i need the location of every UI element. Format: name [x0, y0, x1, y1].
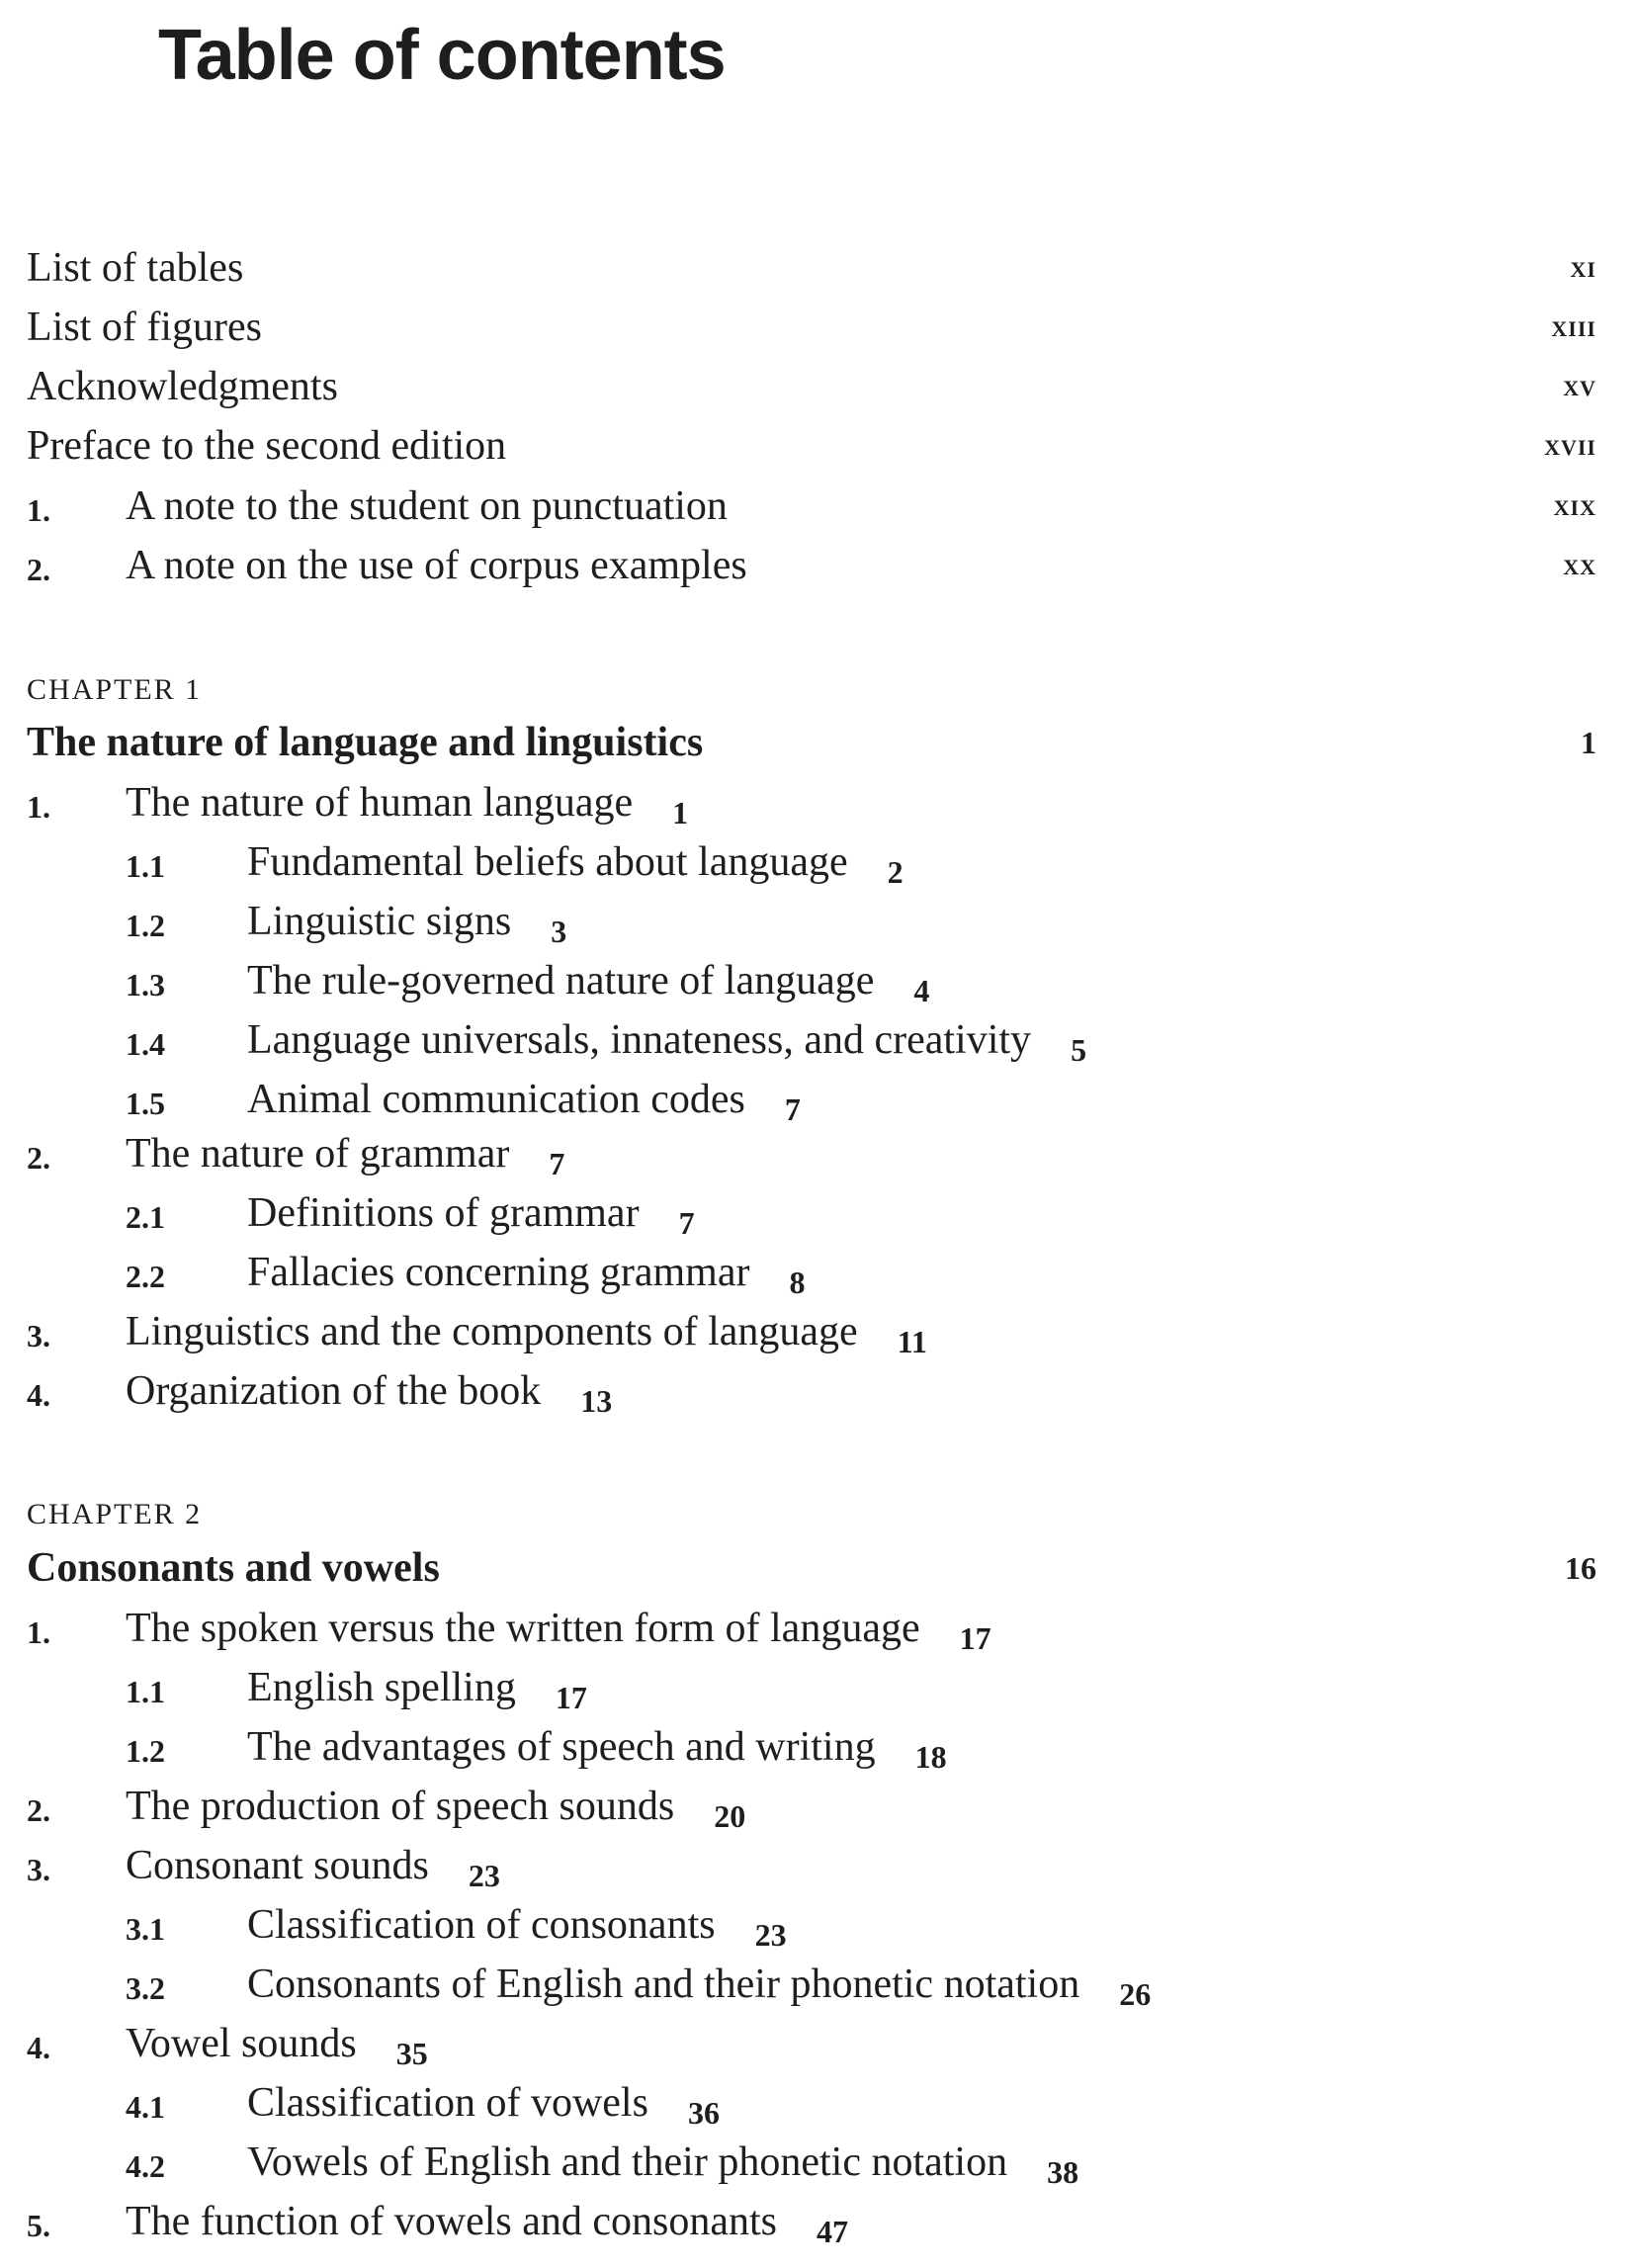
chapter-title-text: The nature of language and linguistics	[27, 720, 704, 765]
chapter-label: CHAPTER 2	[27, 1498, 203, 1530]
toc-entry-label: Animal communication codes	[247, 1077, 745, 1122]
entry-number: 1.4	[126, 1026, 165, 1062]
toc-entry-page: 38	[1047, 2154, 1079, 2190]
toc-entry-label: The rule-governed nature of language	[247, 958, 875, 1003]
toc-entry-page: 23	[468, 1858, 500, 1893]
toc-entry-label: Definitions of grammar	[247, 1190, 640, 1236]
toc-entry-page: 47	[817, 2214, 849, 2249]
toc-entry-label: A note on the use of corpus examples	[126, 543, 747, 588]
toc-entry-page: 7	[549, 1146, 565, 1181]
entry-number: 1.5	[126, 1086, 165, 1121]
toc-entry-label: Consonants of English and their phonetic notation	[247, 1962, 1080, 2007]
toc-entry-page: xv	[1563, 367, 1596, 402]
toc-entry-label: Organization of the book	[126, 1368, 542, 1414]
toc-entry-page: 20	[714, 1798, 746, 1834]
toc-entry-page: 3	[551, 914, 567, 949]
toc-entry-page: 5	[1071, 1032, 1087, 1068]
entry-number: 1.2	[126, 1733, 165, 1769]
toc-entry-page: xvii	[1544, 426, 1596, 462]
toc-entry-label: Linguistics and the components of language	[126, 1309, 858, 1354]
chapter-title[interactable]	[27, 1544, 1596, 1592]
page-title: Table of contents	[158, 16, 726, 95]
toc-entry-label: The production of speech sounds	[126, 1784, 675, 1829]
entry-number: 2.	[27, 1792, 50, 1828]
entry-number: 3.	[27, 1852, 50, 1887]
entry-number: 1.3	[126, 967, 165, 1003]
entry-number: 2.1	[126, 1199, 165, 1235]
chapter-title[interactable]	[27, 719, 1596, 766]
toc-entry-label: Classification of vowels	[247, 2080, 648, 2126]
toc-entry-label: The advantages of speech and writing	[247, 1724, 876, 1770]
toc-entry-page: 1	[672, 795, 689, 830]
toc-entry-page: 4	[913, 973, 930, 1008]
toc-entry-page: xi	[1570, 248, 1596, 284]
toc-entry-page: 7	[784, 1091, 801, 1127]
chapter-page: 1	[1581, 725, 1596, 760]
entry-number: 3.	[27, 1318, 50, 1353]
toc-entry-page: 17	[555, 1680, 587, 1715]
toc-entry-page: 17	[959, 1620, 991, 1656]
entry-number: 1.1	[126, 848, 165, 884]
chapter-label: CHAPTER 1	[27, 673, 203, 706]
entry-number: 2.2	[126, 1259, 165, 1294]
toc-entry-label: Language universals, innateness, and creativity	[247, 1017, 1032, 1063]
entry-number: 2.	[27, 1140, 50, 1176]
toc-entry-page: 23	[754, 1917, 787, 1953]
entry-number: 4.1	[126, 2089, 165, 2125]
toc-entry-label: Fallacies concerning grammar	[247, 1250, 750, 1295]
toc-entry-label: The function of vowels and consonants	[126, 2199, 778, 2244]
toc-entry-page: 26	[1119, 1976, 1152, 2012]
toc-entry-label: Vowels of English and their phonetic notation	[247, 2139, 1008, 2185]
toc-entry-label: List of figures	[27, 305, 262, 350]
toc-entry-page: 18	[914, 1739, 947, 1775]
toc-entry-label: English spelling	[247, 1665, 516, 1710]
toc-entry-label: Preface to the second edition	[27, 423, 507, 469]
entry-number: 1.1	[126, 1674, 165, 1709]
toc-entry-label: Fundamental beliefs about language	[247, 839, 848, 885]
toc-entry-page: 2	[887, 854, 904, 890]
toc-entry-page: xiii	[1551, 307, 1596, 343]
toc-entry-page: 11	[897, 1324, 927, 1359]
entry-number: 3.2	[126, 1970, 165, 2006]
entry-number: 4.	[27, 2030, 50, 2065]
toc-entry-page: 8	[789, 1265, 806, 1300]
toc-entry-label: A note to the student on punctuation	[126, 483, 728, 529]
entry-number: 1.	[27, 492, 50, 528]
toc-entry-label: Vowel sounds	[126, 2021, 357, 2066]
toc-entry-label: Classification of consonants	[247, 1902, 716, 1948]
toc-entry-page: 13	[580, 1383, 613, 1419]
toc-entry-label: List of tables	[27, 245, 244, 291]
entry-number: 4.2	[126, 2148, 165, 2184]
toc-entry-label: The nature of grammar	[126, 1131, 510, 1177]
entry-number: 1.2	[126, 908, 165, 943]
toc-entry-label: Acknowledgments	[27, 364, 338, 409]
entry-number: 1.	[27, 789, 50, 825]
toc-entry-label: The nature of human language	[126, 780, 634, 826]
chapter-page: 16	[1565, 1550, 1596, 1586]
toc-entry-page: 35	[395, 2036, 428, 2071]
toc-entry-page: 36	[687, 2095, 720, 2131]
toc-entry-label: Linguistic signs	[247, 899, 512, 944]
toc-entry-label: Consonant sounds	[126, 1843, 429, 1888]
entry-number: 1.	[27, 1614, 50, 1650]
entry-number: 2.	[27, 552, 50, 587]
toc-entry-page: 7	[678, 1205, 695, 1241]
chapter-title-text: Consonants and vowels	[27, 1545, 440, 1591]
toc-entry-label: The spoken versus the written form of language	[126, 1606, 920, 1651]
entry-number: 3.1	[126, 1911, 165, 1947]
entry-number: 4.	[27, 1377, 50, 1413]
toc-entry-page: xix	[1553, 486, 1596, 522]
toc-entry-page: xx	[1563, 546, 1596, 581]
entry-number: 5.	[27, 2208, 50, 2243]
